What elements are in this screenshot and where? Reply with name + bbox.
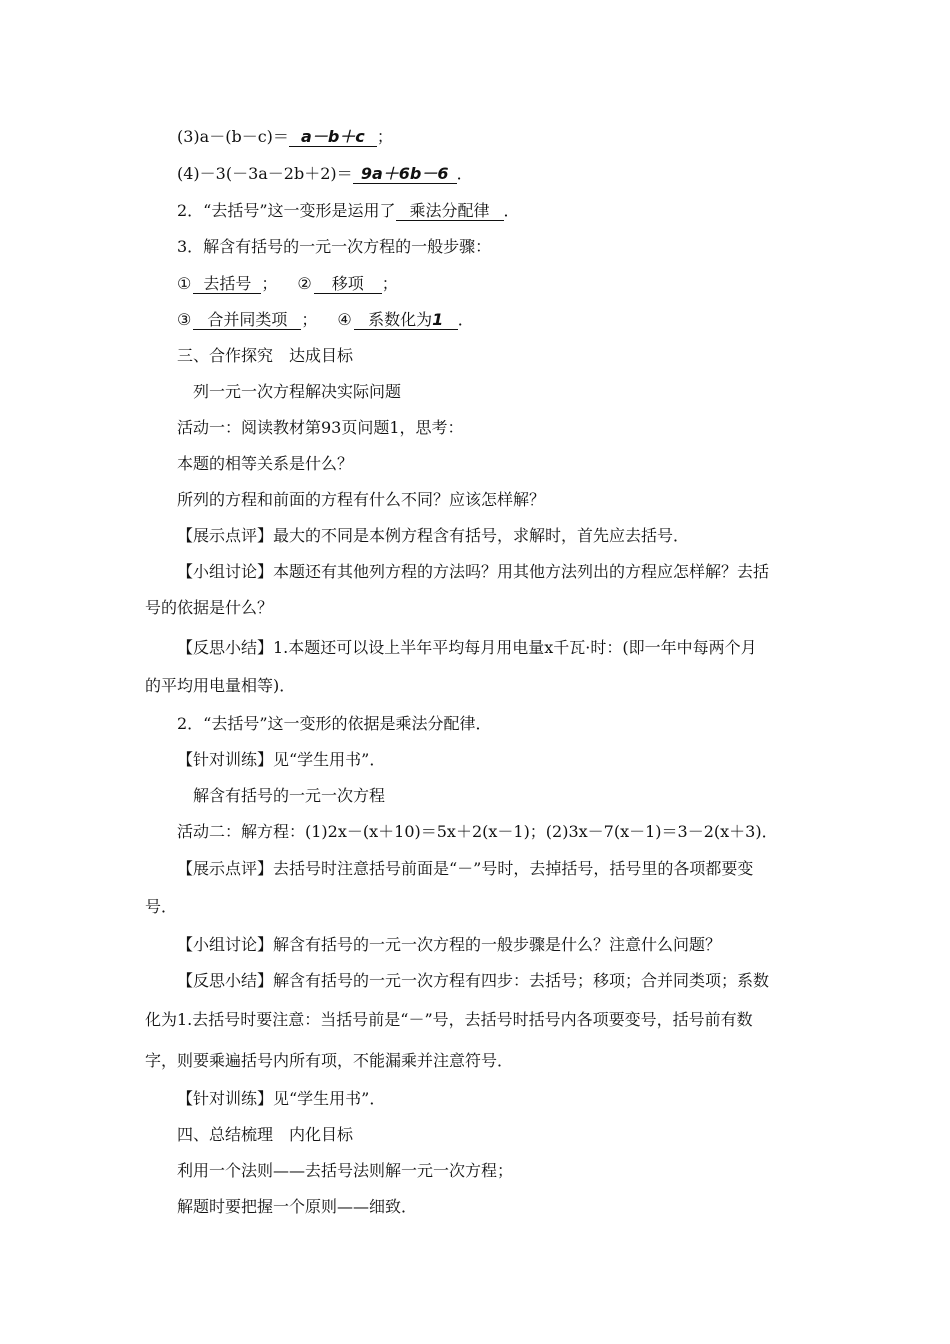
exercise-3 xyxy=(177,126,847,148)
answer-number: 1 xyxy=(432,310,444,329)
paragraph: 【小组讨论】本题还有其他列方程的方法吗？用其他方法列出的方程应怎样解？去括 xyxy=(177,562,770,581)
punctuation: ； xyxy=(261,274,278,293)
paragraph: 字，则要乘遍括号内所有项，不能漏乘并注意符号． xyxy=(145,1051,514,1070)
subheading-2: 解含有括号的一元一次方程 xyxy=(193,786,386,805)
paragraph: 化为1.去括号时要注意：当括号前是“－”号，去括号时括号内各项要变号，括号前有数 xyxy=(145,1010,753,1029)
punctuation: ； xyxy=(381,274,398,293)
activity-1: 活动一：阅读教材第93页问题1，思考： xyxy=(177,418,464,437)
paragraph: 【展示点评】去括号时注意括号前面是“－”号时，去掉括号，括号里的各项都要变 xyxy=(177,859,754,878)
punctuation: ； xyxy=(376,127,393,146)
paragraph: 号的依据是什么？ xyxy=(145,598,274,617)
exercise-4 xyxy=(177,163,847,185)
paragraph: 解题时要把握一个原则——细致． xyxy=(177,1197,418,1216)
paragraph: 【针对训练】见“学生用书”． xyxy=(177,750,386,769)
question-2 xyxy=(177,200,847,222)
activity-2: 活动二：解方程：(1)2x－(x＋10)＝5x＋2(x－1)；(2)3x－7(x－1)＝3－2(x＋3)． xyxy=(177,822,778,841)
paragraph: 的平均用电量相等)． xyxy=(145,676,296,695)
answer-blank: a－b＋c xyxy=(289,128,377,147)
paragraph: 利用一个法则——去括号法则解一元一次方程； xyxy=(177,1161,514,1180)
step-number: ④ xyxy=(337,310,352,329)
answer-blank: 乘法分配律 xyxy=(396,202,504,221)
subheading-1: 列一元一次方程解决实际问题 xyxy=(193,382,402,401)
punctuation: ． xyxy=(457,310,474,329)
step-number: ③ xyxy=(177,310,192,329)
paragraph: 【针对训练】见“学生用书”． xyxy=(177,1089,386,1108)
exercise-3-expression: (3)a－(b－c)＝ xyxy=(177,127,289,146)
question-3: 3．解含有括号的一元一次方程的一般步骤： xyxy=(177,237,492,256)
answer-blank: 9a＋6b－6 xyxy=(353,165,457,184)
paragraph: 【小组讨论】解含有括号的一元一次方程的一般步骤是什么？注意什么问题？ xyxy=(177,935,722,954)
punctuation: ． xyxy=(456,164,473,183)
paragraph: 2．“去括号”这一变形的依据是乘法分配律． xyxy=(177,714,492,733)
step-number: ② xyxy=(297,274,312,293)
steps-row-2 xyxy=(177,309,847,331)
answer-blank xyxy=(354,311,458,330)
step-number: ① xyxy=(177,274,192,293)
punctuation: ． xyxy=(503,201,520,220)
paragraph: 【反思小结】解含有括号的一元一次方程有四步：去括号；移项；合并同类项；系数 xyxy=(177,971,770,990)
punctuation: ； xyxy=(301,310,318,329)
steps-row-1 xyxy=(177,273,847,295)
section-3-heading: 三、合作探究 达成目标 xyxy=(177,346,354,365)
answer-blank: 去括号 xyxy=(193,275,261,294)
paragraph: 号． xyxy=(145,897,178,916)
paragraph: 所列的方程和前面的方程有什么不同？应该怎样解？ xyxy=(177,490,546,509)
section-4-heading: 四、总结梳理 内化目标 xyxy=(177,1125,354,1144)
answer-blank: 合并同类项 xyxy=(193,311,301,330)
paragraph: 本题的相等关系是什么？ xyxy=(177,454,354,473)
paragraph: 【展示点评】最大的不同是本例方程含有括号，求解时，首先应去括号． xyxy=(177,526,690,545)
answer-blank: 移项 xyxy=(314,275,382,294)
paragraph: 【反思小结】1.本题还可以设上半年平均每月用电量x千瓦·时：(即一年中每两个月 xyxy=(177,638,757,657)
answer-text: 系数化为 xyxy=(368,310,433,329)
question-2-text: 2．“去括号”这一变形是运用了 xyxy=(177,201,396,220)
exercise-4-expression: (4)－3(－3a－2b＋2)＝ xyxy=(177,164,353,183)
